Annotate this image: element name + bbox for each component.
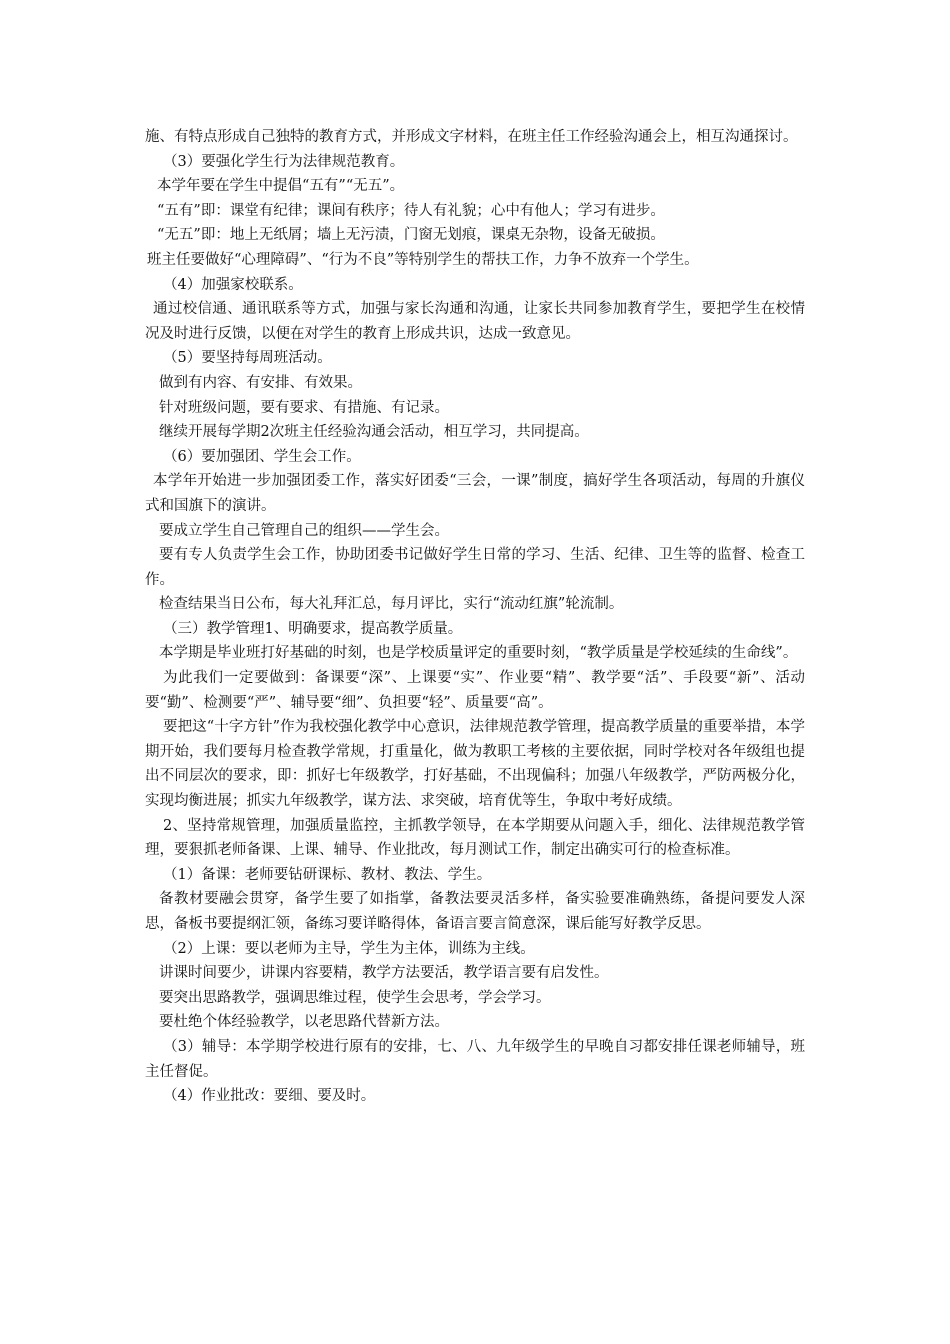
paragraph: 要把这“十字方针”作为我校强化教学中心意识，法律规范教学管理，提高教学质量的重要举措，本学期开始，我们要每月检查教学常规，打重量化，做为教职工考核的主要依据，同时学校对各年级组也提出不同层次的要求，即：抓好七年级教学，打好基础，不出现偏科；加强八年级教学，严防两极分化，实现均衡进展；抓实九年级教学，谋方法、求突破，培育优等生，争取中考好成绩。 — [145, 719, 805, 810]
paragraph-heading-6: （6）要加强团、学生会工作。 — [163, 448, 361, 465]
paragraph-heading-2: （2）上课：要以老师为主导，学生为主体，训练为主线。 — [163, 940, 535, 957]
paragraph: 2、坚持常规管理，加强质量监控，主抓教学领导，在本学期要从问题入手，细化、法律规范教学管理，要狠抓老师备课、上课、辅导、作业批改，每月测试工作，制定出确实可行的检查标准。 — [145, 817, 805, 859]
paragraph: “无五”即：地上无纸屑；墙上无污渍，门窗无划痕，课桌无杂物，设备无破损。 — [157, 227, 665, 244]
paragraph: 要成立学生自己管理自己的组织——学生会。 — [159, 522, 449, 539]
paragraph: 要有专人负责学生会工作，协助团委书记做好学生日常的学习、生活、纪律、卫生等的监督、检查工作。 — [145, 547, 805, 588]
paragraph: 要杜绝个体经验教学，以老思路代替新方法。 — [159, 1014, 449, 1031]
paragraph: 本学年要在学生中提倡“五有”“无五”。 — [157, 178, 405, 195]
paragraph-heading-3: （3）要强化学生行为法律规范教育。 — [163, 153, 405, 170]
paragraph-continuation: 施、有特点形成自己独特的教育方式，并形成文字材料，在班主任工作经验沟通会上，相互沟通探讨。 — [145, 129, 798, 145]
paragraph: 讲课时间要少，讲课内容要精，教学方法要活，教学语言要有启发性。 — [159, 965, 609, 982]
paragraph: 本学年开始进一步加强团委工作，落实好团委“三会，一课”制度，搞好学生各项活动，每周的升旗仪式和国旗下的演讲。 — [145, 473, 805, 514]
paragraph: “五有”即：课堂有纪律；课间有秩序；待人有礼貌；心中有他人；学习有进步。 — [157, 202, 665, 219]
document-body — [145, 125, 805, 1109]
paragraph: 备教材要融会贯穿，备学生要了如指掌，备教法要灵活多样，备实验要准确熟练，备提问要发人深思，备板书要提纲汇领，备练习要详略得体，备语言要言简意深，课后能写好教学反思。 — [145, 891, 805, 932]
paragraph-heading-1: （1）备课：老师要钻研课标、教材、教法、学生。 — [163, 866, 492, 883]
paragraph: 要突出思路教学，强调思维过程，使学生会思考，学会学习。 — [159, 989, 551, 1006]
paragraph-heading-4: （4）加强家校联系。 — [163, 276, 303, 293]
paragraph: 为此我们一定要做到：备课要“深”、上课要“实”、作业要“精”、教学要“活”、手段要“新”、活动要“勤”、检测要“严”、辅导要“细”、负担要“轻”、质量要“高”。 — [145, 670, 806, 711]
paragraph-heading-3: （3）辅导：本学期学校进行原有的安排，七、八、九年级学生的早晚自习都安排任课老师辅导，班主任督促。 — [145, 1038, 805, 1080]
paragraph: 通过校信通、通讯联系等方式，加强与家长沟通和沟通，让家长共同参加教育学生，要把学生在校情况及时进行反馈，以便在对学生的教育上形成共识，达成一致意见。 — [145, 301, 805, 342]
paragraph-heading-5: （5）要坚持每周班活动。 — [163, 350, 332, 367]
paragraph: 检查结果当日公布，每大礼拜汇总，每月评比，实行“流动红旗”轮流制。 — [159, 596, 624, 613]
section-heading-teaching: （三）教学管理1、明确要求，提高教学质量。 — [163, 620, 463, 637]
paragraph: 继续开展每学期2次班主任经验沟通会活动，相互学习，共同提高。 — [159, 424, 589, 441]
paragraph: 班主任要做好“心理障碍”、“行为不良”等特别学生的帮扶工作，力争不放弃一个学生。 — [147, 251, 699, 268]
paragraph: 做到有内容、有安排、有效果。 — [159, 374, 362, 391]
paragraph-heading-4: （4）作业批改：要细、要及时。 — [163, 1088, 376, 1105]
paragraph: 本学期是毕业班打好基础的时刻，也是学校质量评定的重要时刻，“教学质量是学校延续的生命线”。 — [159, 645, 798, 662]
paragraph: 针对班级问题，要有要求、有措施、有记录。 — [159, 399, 449, 416]
